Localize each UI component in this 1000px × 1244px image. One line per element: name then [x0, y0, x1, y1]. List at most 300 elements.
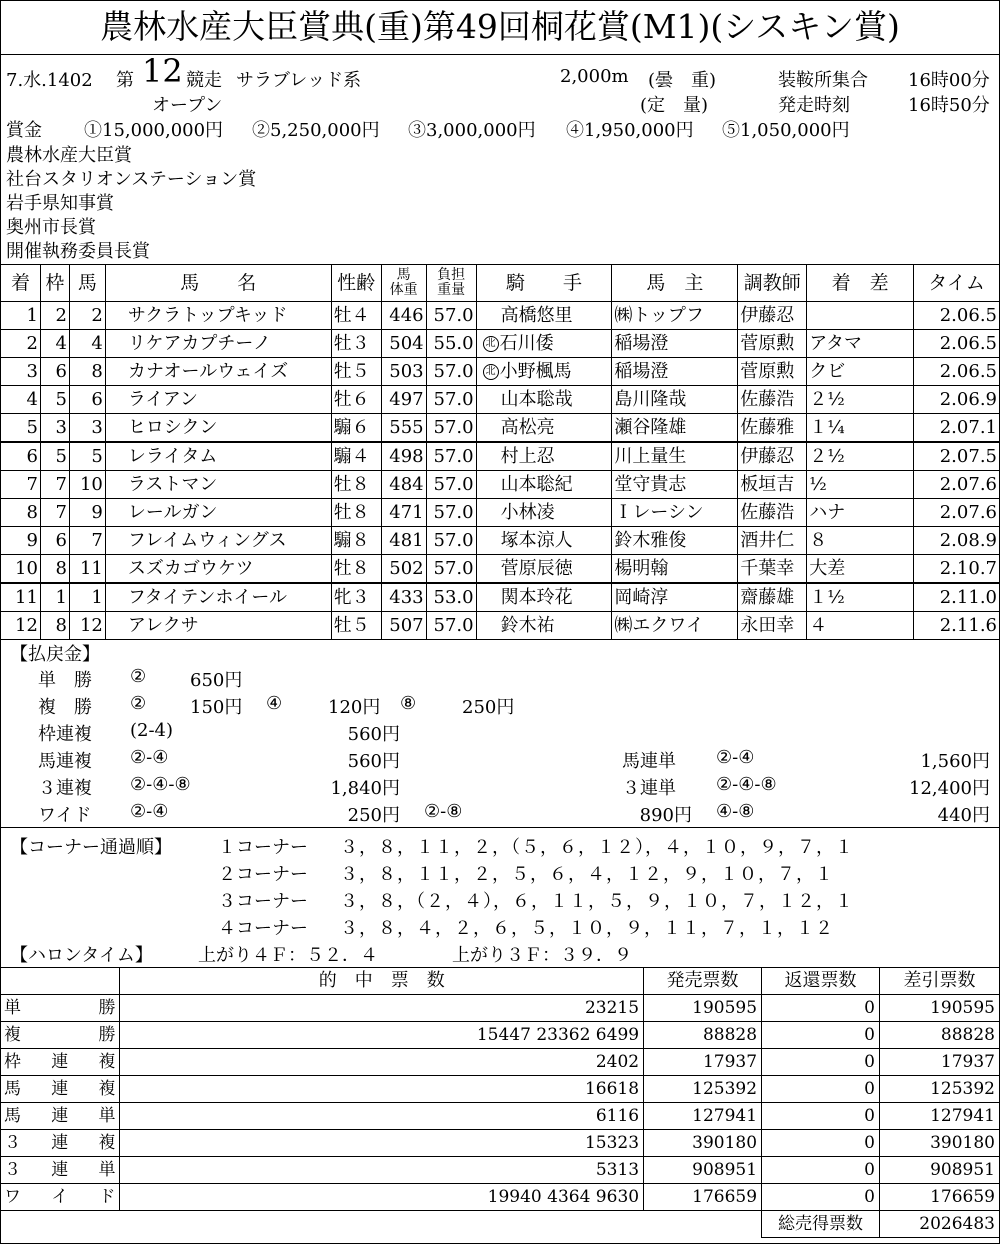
votes-net: 176659	[880, 1184, 1000, 1211]
header-burden: 負担 重量	[426, 265, 476, 302]
result-row	[1, 386, 1000, 414]
payout-place-combo: ②	[130, 693, 147, 714]
result-weight: 502	[381, 555, 426, 584]
payout-place-amount: 250円	[462, 697, 515, 718]
votes-header-type	[0, 968, 120, 995]
payout-quinella-label: 馬連複	[38, 751, 92, 772]
result-num: 11	[69, 555, 105, 584]
award-item: 開催執務委員長賞	[6, 241, 150, 262]
votes-refund: 0	[762, 1103, 880, 1130]
header-weight: 馬 体重	[381, 265, 426, 302]
result-margin: ½	[807, 471, 914, 499]
votes-header-hits: 的 中 票 数	[120, 968, 644, 995]
result-owner: 川上量生	[612, 442, 738, 471]
votes-sold: 88828	[644, 1022, 762, 1049]
votes-refund: 0	[762, 1076, 880, 1103]
result-rank: 2	[1, 330, 41, 358]
result-row	[1, 414, 1000, 443]
payout-place-combo: ⑧	[400, 693, 417, 714]
apprentice-mark-icon: 北	[483, 364, 499, 380]
page-title: 農林水産大臣賞典(重)第49回桐花賞(M1)(シスキン賞)	[100, 7, 900, 46]
result-rank: 1	[1, 302, 41, 330]
result-num: 8	[69, 358, 105, 386]
votes-type: 複 勝	[0, 1022, 120, 1049]
furlong-last3: 上がり３Ｆ：３９．９	[452, 945, 632, 966]
payout-wide-label: ワイド	[38, 805, 92, 826]
votes-sold: 127941	[644, 1103, 762, 1130]
result-trainer: 佐藤浩	[738, 386, 807, 414]
prize-label: 賞金	[6, 120, 42, 141]
result-horse: レールガン	[105, 499, 331, 527]
payout-wide-amount: 440円	[937, 805, 990, 826]
payout-exacta-amount: 1,560円	[920, 751, 990, 772]
result-owner: 瀬谷隆雄	[612, 414, 738, 443]
result-time: 2.06.5	[914, 330, 1000, 358]
result-jockey	[476, 386, 612, 414]
result-jockey	[476, 302, 612, 330]
payout-bracket-combo: (2-4)	[130, 720, 174, 741]
result-frame: 2	[40, 302, 69, 330]
result-weight: 503	[381, 358, 426, 386]
result-burden: 57.0	[426, 414, 476, 443]
result-num: 7	[69, 527, 105, 555]
votes-row	[0, 1184, 1000, 1211]
start-label: 発走時刻	[778, 95, 850, 116]
jockey-name: 山本聡哉	[500, 389, 573, 410]
result-time: 2.06.5	[914, 302, 1000, 330]
votes-hits: 6116	[120, 1103, 644, 1130]
votes-row	[0, 1049, 1000, 1076]
votes-refund: 0	[762, 1184, 880, 1211]
result-jockey	[476, 358, 612, 386]
result-jockey	[476, 612, 612, 640]
corner-order: ３，８，（２，４），６，１１，５，９，１０，７，１２，１	[340, 891, 854, 912]
jockey-name: 村上忍	[500, 446, 555, 467]
payout-place-combo: ④	[266, 693, 283, 714]
header-jockey: 騎 手	[476, 265, 612, 302]
result-burden: 57.0	[426, 527, 476, 555]
payout-label: 【払戻金】	[10, 644, 100, 665]
result-time: 2.07.5	[914, 442, 1000, 471]
payout-quinella-amount: 560円	[347, 751, 400, 772]
result-frame: 7	[40, 471, 69, 499]
result-margin: ２½	[807, 442, 914, 471]
results-header-row	[1, 265, 1000, 302]
prize-4: ④1,950,000円	[566, 120, 694, 141]
result-weight: 433	[381, 583, 426, 612]
votes-row	[0, 995, 1000, 1022]
jockey-name: 小野楓馬	[499, 361, 572, 382]
result-owner: 岡崎淳	[612, 583, 738, 612]
result-num: 6	[69, 386, 105, 414]
votes-sold: 908951	[644, 1157, 762, 1184]
result-trainer: 永田幸	[738, 612, 807, 640]
votes-refund: 0	[762, 1022, 880, 1049]
result-margin: 大差	[807, 555, 914, 584]
result-margin: ２½	[807, 386, 914, 414]
result-margin	[807, 302, 914, 330]
votes-hits: 2402	[120, 1049, 644, 1076]
result-owner: 稲場澄	[612, 358, 738, 386]
result-sexage: 牡８	[331, 471, 381, 499]
result-row	[1, 499, 1000, 527]
result-row	[1, 583, 1000, 612]
track-condition: (曇 重)	[648, 70, 717, 91]
votes-sold: 390180	[644, 1130, 762, 1157]
header-margin: 着 差	[807, 265, 914, 302]
award-item: 農林水産大臣賞	[6, 145, 132, 166]
result-trainer: 伊藤忍	[738, 302, 807, 330]
furlong-label: 【ハロンタイム】	[10, 945, 153, 966]
result-num: 2	[69, 302, 105, 330]
result-row	[1, 442, 1000, 471]
result-owner: Ｉレーシン	[612, 499, 738, 527]
votes-total-label: 総売得票数	[762, 1211, 880, 1238]
result-margin: １½	[807, 583, 914, 612]
result-row	[1, 527, 1000, 555]
votes-net: 88828	[880, 1022, 1000, 1049]
furlong-last4: 上がり４Ｆ：５２．４	[198, 945, 378, 966]
corner-name: ２コーナー	[218, 864, 308, 885]
result-horse: カナオールウェイズ	[105, 358, 331, 386]
result-time: 2.11.6	[914, 612, 1000, 640]
race-number: 12	[142, 52, 183, 90]
result-horse: リケアカプチーノ	[105, 330, 331, 358]
result-jockey	[476, 442, 612, 471]
result-weight: 484	[381, 471, 426, 499]
result-weight: 507	[381, 612, 426, 640]
votes-sold: 190595	[644, 995, 762, 1022]
race-distance: 2,000m	[560, 66, 629, 87]
result-jockey	[476, 471, 612, 499]
result-rank: 6	[1, 442, 41, 471]
result-weight: 446	[381, 302, 426, 330]
prize-1: ①15,000,000円	[84, 120, 224, 141]
votes-type: 枠 連 複	[0, 1049, 120, 1076]
apprentice-mark-icon: 北	[483, 336, 499, 352]
result-burden: 57.0	[426, 358, 476, 386]
result-frame: 3	[40, 414, 69, 443]
result-sexage: 牝３	[331, 583, 381, 612]
result-burden: 57.0	[426, 471, 476, 499]
result-rank: 8	[1, 499, 41, 527]
votes-sold: 176659	[644, 1184, 762, 1211]
header-sexage: 性齢	[331, 265, 381, 302]
payout-exacta-label: 馬連単	[622, 751, 676, 772]
payout-trifecta-label: ３連単	[622, 778, 676, 799]
result-sexage: 騸６	[331, 414, 381, 443]
prize-2: ②5,250,000円	[252, 120, 380, 141]
result-margin: １¼	[807, 414, 914, 443]
corner-order: ３，８，１１，２，（５，６，１２），４，１０，９，７，１	[340, 837, 854, 858]
result-margin: ハナ	[807, 499, 914, 527]
result-margin: ８	[807, 527, 914, 555]
result-frame: 1	[40, 583, 69, 612]
result-trainer: 菅原勲	[738, 358, 807, 386]
result-horse: フタイテンホイール	[105, 583, 331, 612]
award-item: 社台スタリオンステーション賞	[6, 169, 257, 190]
payout-place-label: 複 勝	[38, 697, 92, 718]
result-frame: 4	[40, 330, 69, 358]
payout-wide-amount: 250円	[347, 805, 400, 826]
jockey-name: 菅原辰徳	[500, 558, 573, 579]
result-trainer: 伊藤忍	[738, 442, 807, 471]
result-horse: スズカゴウケツ	[105, 555, 331, 584]
votes-net: 390180	[880, 1130, 1000, 1157]
votes-hits: 23215	[120, 995, 644, 1022]
result-trainer: 菅原勲	[738, 330, 807, 358]
section-divider	[0, 827, 1000, 828]
result-weight: 471	[381, 499, 426, 527]
result-trainer: 佐藤浩	[738, 499, 807, 527]
result-horse: ラストマン	[105, 471, 331, 499]
result-time: 2.07.6	[914, 471, 1000, 499]
votes-net: 190595	[880, 995, 1000, 1022]
result-owner: ㈱エクワイ	[612, 612, 738, 640]
votes-total-row	[0, 1211, 1000, 1238]
result-horse: サクラトップキッド	[105, 302, 331, 330]
result-trainer: 齋藤雄	[738, 583, 807, 612]
votes-type: ３ 連 単	[0, 1157, 120, 1184]
payout-bracket-label: 枠連複	[38, 724, 92, 745]
result-weight: 504	[381, 330, 426, 358]
result-rank: 7	[1, 471, 41, 499]
header-num: 馬	[69, 265, 105, 302]
votes-type: 馬 連 単	[0, 1103, 120, 1130]
payout-quinella-combo: ②-④	[130, 747, 169, 768]
header-owner: 馬 主	[612, 265, 738, 302]
result-owner: 堂守貴志	[612, 471, 738, 499]
corner-label: 【コーナー通過順】	[10, 837, 172, 858]
votes-row	[0, 1130, 1000, 1157]
header-trainer: 調教師	[738, 265, 807, 302]
result-frame: 6	[40, 358, 69, 386]
race-breed: サラブレッド系	[236, 70, 362, 91]
payout-trio-combo: ②-④-⑧	[130, 774, 191, 795]
votes-sold: 17937	[644, 1049, 762, 1076]
gather-label: 装鞍所集合	[778, 70, 868, 91]
votes-header-net: 差引票数	[880, 968, 1000, 995]
votes-hits: 19940 4364 9630	[120, 1184, 644, 1211]
result-jockey	[476, 499, 612, 527]
result-num: 12	[69, 612, 105, 640]
result-margin: ４	[807, 612, 914, 640]
header-rank: 着	[1, 265, 41, 302]
payout-place-amount: 150円	[190, 697, 243, 718]
payout-wide-combo: ④-⑧	[716, 801, 755, 822]
result-sexage: 牡５	[331, 612, 381, 640]
result-jockey	[476, 330, 612, 358]
result-row	[1, 358, 1000, 386]
result-owner: 楊明翰	[612, 555, 738, 584]
result-horse: フレイムウィングス	[105, 527, 331, 555]
result-sexage: 牡４	[331, 302, 381, 330]
result-weight: 481	[381, 527, 426, 555]
jockey-name: 鈴木祐	[500, 615, 555, 636]
corner-name: ４コーナー	[218, 918, 308, 939]
result-row	[1, 471, 1000, 499]
result-sexage: 牡８	[331, 499, 381, 527]
payout-trifecta-amount: 12,400円	[909, 778, 990, 799]
result-frame: 5	[40, 442, 69, 471]
result-burden: 53.0	[426, 583, 476, 612]
result-frame: 6	[40, 527, 69, 555]
votes-net: 125392	[880, 1076, 1000, 1103]
votes-net: 127941	[880, 1103, 1000, 1130]
result-sexage: 牡６	[331, 386, 381, 414]
result-rank: 12	[1, 612, 41, 640]
votes-table	[0, 967, 1000, 1238]
result-time: 2.06.5	[914, 358, 1000, 386]
result-trainer: 板垣吉	[738, 471, 807, 499]
result-row	[1, 555, 1000, 584]
prize-3: ③3,000,000円	[408, 120, 536, 141]
race-prefix: 第	[116, 70, 134, 91]
result-num: 5	[69, 442, 105, 471]
corner-name: １コーナー	[218, 837, 308, 858]
jockey-name: 高橋悠里	[500, 305, 573, 326]
result-frame: 8	[40, 555, 69, 584]
result-owner: ㈱トップフ	[612, 302, 738, 330]
jockey-name: 山本聡紀	[500, 474, 573, 495]
payout-win-label: 単 勝	[38, 670, 92, 691]
result-owner: 鈴木雅俊	[612, 527, 738, 555]
votes-sold: 125392	[644, 1076, 762, 1103]
result-num: 9	[69, 499, 105, 527]
result-burden: 57.0	[426, 386, 476, 414]
race-date-code: 7.水.1402	[6, 70, 93, 91]
votes-hits: 15447 23362 6499	[120, 1022, 644, 1049]
jockey-name: 小林凌	[500, 502, 555, 523]
header-frame: 枠	[40, 265, 69, 302]
votes-row	[0, 1076, 1000, 1103]
votes-refund: 0	[762, 1049, 880, 1076]
result-sexage: 騸８	[331, 527, 381, 555]
result-time: 2.10.7	[914, 555, 1000, 584]
weight-rule: (定 量)	[640, 95, 709, 116]
prize-5: ⑤1,050,000円	[722, 120, 850, 141]
result-jockey	[476, 583, 612, 612]
votes-type: 単 勝	[0, 995, 120, 1022]
result-weight: 555	[381, 414, 426, 443]
votes-refund: 0	[762, 995, 880, 1022]
result-jockey	[476, 527, 612, 555]
votes-net: 908951	[880, 1157, 1000, 1184]
result-num: 10	[69, 471, 105, 499]
payout-bracket-amount: 560円	[347, 724, 400, 745]
result-sexage: 牡３	[331, 330, 381, 358]
start-time: 16時50分	[908, 95, 990, 116]
result-weight: 497	[381, 386, 426, 414]
votes-header-row	[0, 968, 1000, 995]
votes-total-value: 2026483	[880, 1211, 1000, 1238]
jockey-name: 高松亮	[500, 417, 555, 438]
votes-row	[0, 1103, 1000, 1130]
result-time: 2.11.0	[914, 583, 1000, 612]
votes-type: ワ イ ド	[0, 1184, 120, 1211]
corner-order: ３，８，４，２，６，５，１０，９，１１，７，１，１２	[340, 918, 834, 939]
result-burden: 57.0	[426, 442, 476, 471]
result-frame: 7	[40, 499, 69, 527]
result-trainer: 千葉幸	[738, 555, 807, 584]
result-num: 1	[69, 583, 105, 612]
corner-name: ３コーナー	[218, 891, 308, 912]
result-burden: 55.0	[426, 330, 476, 358]
result-jockey	[476, 555, 612, 584]
payout-wide-amount: 890円	[639, 805, 692, 826]
votes-hits: 5313	[120, 1157, 644, 1184]
result-horse: ヒロシクン	[105, 414, 331, 443]
result-rank: 3	[1, 358, 41, 386]
jockey-name: 塚本涼人	[500, 530, 573, 551]
result-rank: 4	[1, 386, 41, 414]
payout-place-amount: 120円	[328, 697, 381, 718]
votes-type: 馬 連 複	[0, 1076, 120, 1103]
result-horse: アレクサ	[105, 612, 331, 640]
jockey-name: 関本玲花	[500, 587, 573, 608]
result-time: 2.08.9	[914, 527, 1000, 555]
result-rank: 9	[1, 527, 41, 555]
result-sexage: 騸４	[331, 442, 381, 471]
result-rank: 10	[1, 555, 41, 584]
votes-header-sold: 発売票数	[644, 968, 762, 995]
award-item: 岩手県知事賞	[6, 193, 114, 214]
result-burden: 57.0	[426, 499, 476, 527]
result-owner: 島川隆哉	[612, 386, 738, 414]
votes-hits: 15323	[120, 1130, 644, 1157]
corner-order: ３，８，１１，２，５，６，４，１２，９，１０，７，１	[340, 864, 834, 885]
result-time: 2.07.1	[914, 414, 1000, 443]
votes-type: ３ 連 複	[0, 1130, 120, 1157]
result-jockey	[476, 414, 612, 443]
award-item: 奥州市長賞	[6, 217, 96, 238]
votes-refund: 0	[762, 1130, 880, 1157]
payout-wide-combo: ②-④	[130, 801, 169, 822]
result-sexage: 牡８	[331, 555, 381, 584]
result-margin: クビ	[807, 358, 914, 386]
votes-row	[0, 1022, 1000, 1049]
payout-trifecta-combo: ②-④-⑧	[716, 774, 777, 795]
result-row	[1, 330, 1000, 358]
votes-row	[0, 1157, 1000, 1184]
votes-net: 17937	[880, 1049, 1000, 1076]
result-horse: ライアン	[105, 386, 331, 414]
result-num: 3	[69, 414, 105, 443]
result-num: 4	[69, 330, 105, 358]
result-burden: 57.0	[426, 555, 476, 584]
votes-refund: 0	[762, 1157, 880, 1184]
result-burden: 57.0	[426, 612, 476, 640]
race-class: オープン	[152, 95, 223, 116]
result-frame: 5	[40, 386, 69, 414]
payout-trio-label: ３連複	[38, 778, 92, 799]
result-trainer: 酒井仁	[738, 527, 807, 555]
results-table	[0, 264, 1000, 640]
result-margin: アタマ	[807, 330, 914, 358]
result-sexage: 牡５	[331, 358, 381, 386]
result-time: 2.06.9	[914, 386, 1000, 414]
header-time: タイム	[914, 265, 1000, 302]
result-row	[1, 302, 1000, 330]
result-row	[1, 612, 1000, 640]
result-burden: 57.0	[426, 302, 476, 330]
payout-trio-amount: 1,840円	[330, 778, 400, 799]
gather-time: 16時00分	[908, 70, 990, 91]
jockey-name: 石川倭	[499, 333, 554, 354]
votes-hits: 16618	[120, 1076, 644, 1103]
result-weight: 498	[381, 442, 426, 471]
result-time: 2.07.6	[914, 499, 1000, 527]
